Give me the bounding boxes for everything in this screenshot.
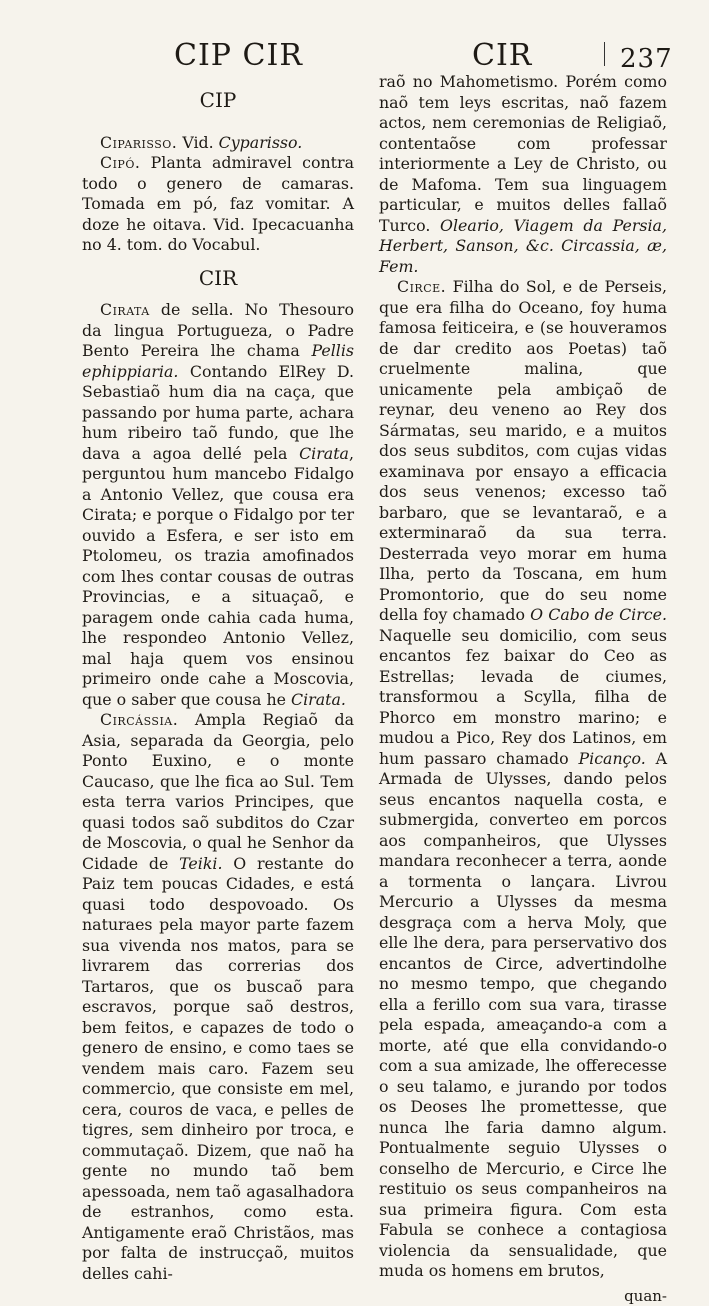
entry-headword: Cipó. (100, 153, 140, 172)
dictionary-entry (82, 300, 354, 710)
entry-text: raõ no Mahometismo. Porém como naõ tem leys escritas, naõ fazem actos, nem ceremonias de Religiaõ, contentaõse com professar interiormente a Ley de Christo, ou de Mafoma. Tem sua linguagem particular, e muitos delles fallaõ Turco. (379, 72, 667, 235)
running-head-left: CIP CIR (174, 38, 303, 73)
entry-text: Ampla Regiaõ da Asia, separada da Georgia, pelo Ponto Euxino, e o monte Caucaso, que lhe fica ao Sul. Tem esta terra varios Principes, que quasi todos saõ subditos do Czar de Moscovia, o qual he Senhor da Cidade de (82, 710, 354, 873)
italic-text: Cirata (299, 444, 349, 463)
entry-text: Contando ElRey D. Sebastiaõ hum dia na caça, que passando por huma parte, achara hum ribeiro taõ fundo, que lhe dava a agoa dellé pela (82, 362, 354, 463)
entry-text: de sella. No Thesouro da lingua Portugueza, o Padre Bento Pereira lhe chama (82, 300, 354, 360)
section-heading-cir: CIR (82, 268, 354, 289)
cip-entry-list (82, 133, 354, 256)
dictionary-entry (82, 710, 354, 1284)
entry-headword: Circássia. (100, 710, 178, 729)
entry-text: O restante do Paiz tem poucas Cidades, e está quasi todo despovoado. Os naturaes pela mayor parte fazem sua vivenda nos matos, para se livrarem das correrias dos Tartaros, que os buscaõ para escravos, porque saõ destros, bem feitos, e capazes de todo o genero de ensino, e como taes se vendem mais caro. Fazem seu commercio, que consiste em mel, cera, couros de vaca, e pelles de tigres, sem dinheiro por troca, e commutaçaõ. Dizem, que naõ ha gente no mundo taõ bem apessoada, nem taõ agasalhadora de estranhos, como esta. Antigamente eraõ Christãos, mas por falta de instrucçaõ, muitos delles cahi- (82, 854, 354, 1283)
entry-text: Planta admiravel contra todo o genero de camaras. Tomada em pó, faz vomitar. A doze he oitava. Vid. Ipecacuanha no 4. tom. do Vocabul. (82, 153, 354, 254)
entry-headword: Circe. (397, 277, 446, 296)
italic-text: Picanço. (579, 749, 646, 768)
dictionary-entry (379, 277, 667, 1282)
italic-text: Teiki. (179, 854, 222, 873)
right-entry-list (379, 277, 667, 1282)
section-heading-cip: CIP (82, 90, 354, 111)
running-head-right: CIR (472, 38, 532, 73)
page-number: 237 (620, 44, 673, 74)
continued-entry-text (379, 72, 667, 277)
entry-text: Vid. (177, 133, 218, 152)
entry-headword: Cirata (100, 300, 150, 319)
italic-text: Oleario, Viagem da Persia, Herbert, Sanson, &c. Circassia, æ, Fem. (379, 216, 667, 276)
italic-text: O Cabo de Circe. (530, 605, 667, 624)
left-column (82, 88, 354, 1284)
right-column (379, 72, 667, 1306)
dictionary-entry (82, 133, 354, 154)
cir-entry-list (82, 300, 354, 1284)
margin-mark (604, 42, 605, 66)
italic-text: Pellis ephippiaria. (82, 341, 354, 381)
entry-text: Naquelle seu domicilio, com seus encantos fez baixar do Ceo as Estrellas; levada de ciumes, transformou a Scylla, filha de Phorco em monstro marino; e mudou a Pico, Rey dos Latinos, em hum passaro chamado (379, 626, 667, 768)
dictionary-entry (82, 153, 354, 256)
catchword: quan- (379, 1286, 667, 1306)
entry-text: Filha do Sol, e de Perseis, que era filha do Oceano, foy huma famosa feiticeira, e (se houveramos de dar credito aos Poetas) taõ cruelmente malina, que unicamente pela ambiçaõ de reynar, deu veneno ao Rey dos Sármatas, seu marido, e a muitos dos seus subditos, com cujas vidas examinava por ensayo a efficacia dos seus venenos; excesso taõ barbaro, que se levantaraõ, e a exterminaraõ da sua terra. Desterrada veyo morar em huma Ilha, perto da Toscana, em hum Promontorio, que do seu nome della foy chamado (379, 277, 667, 624)
entry-text: , perguntou hum mancebo Fidalgo a Antonio Vellez, que cousa era Cirata; e porque o Fidalgo por ter ouvido a Esfera, e ser isto em Ptolomeu, os trazia amofinados com lhes contar cousas de outras Provincias, e a situaçaõ, e paragem onde cahia cada huma, lhe respondeo Antonio Vellez, mal haja quem vos ensinou primeiro onde cahe a Moscovia, que o saber que cousa he (82, 444, 354, 709)
entry-text: A Armada de Ulysses, dando pelos seus encantos naquella costa, e submergida, converteo em porcos aos companheiros, que Ulysses mandara reconhecer a terra, aonde a tormenta o lançara. Livrou Mercurio a Ulysses da mesma desgraça com a herva Moly, que elle lhe dera, para perservativo dos encantos de Circe, advertindolhe no mesmo tempo, que chegando ella a ferillo com sua vara, tirasse pela espada, ameaçando-a com a morte, até que ella convidando-o com a sua amizade, lhe offerecesse o seu talamo, e jurando por todos os Deoses lhe promettesse, que nunca lhe faria damno algum. Pontualmente seguio Ulysses o conselho de Mercurio, e Circe lhe restituio os seus companheiros na sua primeira figura. Com esta Fabula se conhece a contagiosa violencia da sensualidade, que muda os homens em brutos, (379, 749, 667, 1281)
italic-text: Cirata. (291, 690, 346, 709)
italic-text: Cyparisso. (219, 133, 303, 152)
entry-headword: Ciparisso. (100, 133, 177, 152)
